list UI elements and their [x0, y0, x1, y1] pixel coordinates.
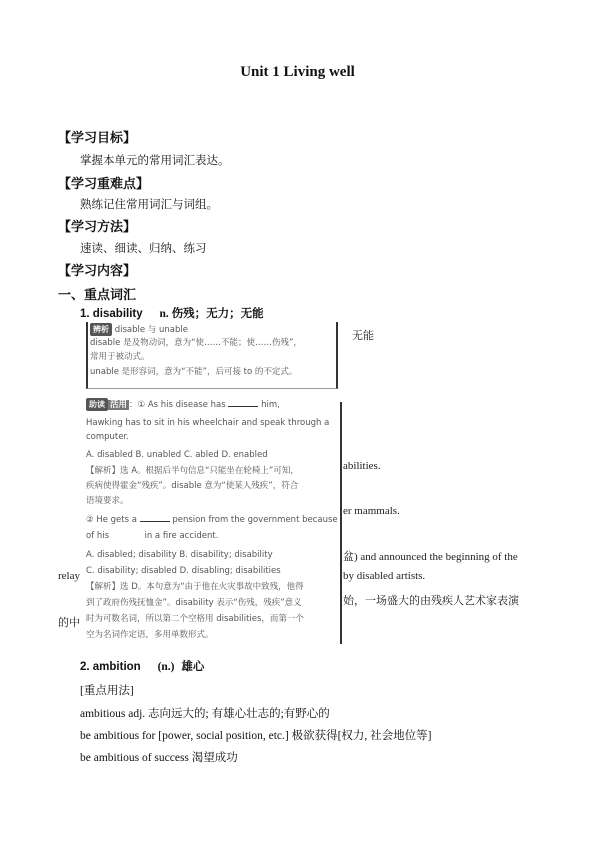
usage-line: ambitious adj. 志向远大的; 有雄心壮志的;有野心的: [80, 708, 330, 720]
scan-line: A. disabled B. unabled C. abled D. enabled: [86, 450, 268, 460]
scan-line: 助读 活用 ：① As his disease has him,: [86, 398, 280, 412]
scan-line: ② He gets a pension from the government because: [86, 515, 338, 525]
underlying-text-7: 的中: [58, 617, 80, 629]
scan-line: 辨析 disable 与 unable: [90, 323, 188, 337]
underlying-text-5b: by disabled artists.: [343, 570, 426, 582]
vocab-word: 2. ambition: [80, 661, 141, 673]
scan-line: computer.: [86, 432, 129, 442]
vocab-meaning: 雄心: [181, 661, 205, 673]
vocab-word: 1. disability: [80, 308, 143, 320]
usage-heading: [重点用法]: [80, 685, 134, 697]
vocab-pos: n.: [159, 308, 169, 320]
scan-line: Hawking has to sit in his wheelchair and speak through a: [86, 418, 330, 428]
scan-line: C. disability; disabled D. disabling; disabilities: [86, 566, 281, 576]
section-method-text: 速读、细读、归纳、练习: [80, 243, 207, 255]
underlying-text-5a: relay: [58, 570, 80, 582]
underlying-text-1: 无能: [352, 330, 374, 342]
tag-badge: 助读: [86, 398, 108, 411]
pasted-scan-image: [86, 322, 342, 644]
section-content-heading: 【学习内容】: [58, 263, 137, 278]
scan-border: [340, 402, 342, 644]
highlight-badge: 活用: [110, 400, 128, 410]
scan-line: A. disabled; disability B. disability; disability: [86, 550, 273, 560]
vocab-item-disability: [80, 305, 264, 321]
underlying-text-4: 盆) and announced the beginning of the: [343, 551, 518, 563]
scan-line: of his in a fire accident.: [86, 531, 219, 541]
scan-line: 【解析】选 D。本句意为“由于他在火灾事故中致残，他得: [86, 582, 304, 592]
section-key-text: 熟练记住常用词汇与词组。: [80, 199, 218, 211]
answer-blank: [140, 521, 170, 522]
underlying-text-3: er mammals.: [343, 505, 400, 517]
vocab-item-ambition: [80, 658, 204, 674]
section-method-heading: 【学习方法】: [58, 219, 137, 234]
underlying-text-2: abilities.: [343, 460, 381, 472]
scan-line: 时为可数名词，所以第二个空格用 disabilities，而第一个: [86, 614, 304, 624]
underlying-text-6: 始，一场盛大的由残疾人艺术家表演: [343, 595, 519, 607]
scan-line: disable 是及物动词，意为“使……不能；使……伤残”，: [90, 338, 302, 348]
scan-line: 疾病使得霍金“残疾”。disable 意为“使某人残疾”，符合: [86, 481, 299, 491]
usage-line: be ambitious for [power, social position, etc.] 极欲获得[权力, 社会地位等]: [80, 730, 432, 742]
part1-heading: 一、重点词汇: [58, 287, 137, 302]
vocab-pos: (n.): [157, 661, 175, 673]
tag-badge: 辨析: [90, 323, 112, 336]
section-key-heading: 【学习重难点】: [58, 176, 150, 191]
usage-line: be ambitious of success 渴望成功: [80, 752, 238, 764]
scan-line: unable 是形容词，意为“不能”，后可接 to 的不定式。: [90, 367, 298, 377]
section-goal-heading: 【学习目标】: [58, 130, 137, 145]
scan-line: 到了政府伤残抚恤金”。disability 表示“伤残，残疾”意义: [86, 598, 302, 608]
scan-line: 空为名词作定语，多用单数形式。: [86, 630, 214, 640]
page-title: Unit 1 Living well: [240, 64, 355, 80]
answer-blank: [228, 406, 258, 407]
vocab-meaning: 伤残；无力；无能: [171, 308, 264, 320]
scan-line: 语境要求。: [86, 496, 129, 506]
scan-line: 常用于被动式。: [90, 352, 150, 362]
scan-line: 【解析】选 A。根据后半句信息“只能坐在轮椅上”可知，: [86, 466, 299, 476]
section-goal-text: 掌握本单元的常用词汇表达。: [80, 155, 230, 167]
